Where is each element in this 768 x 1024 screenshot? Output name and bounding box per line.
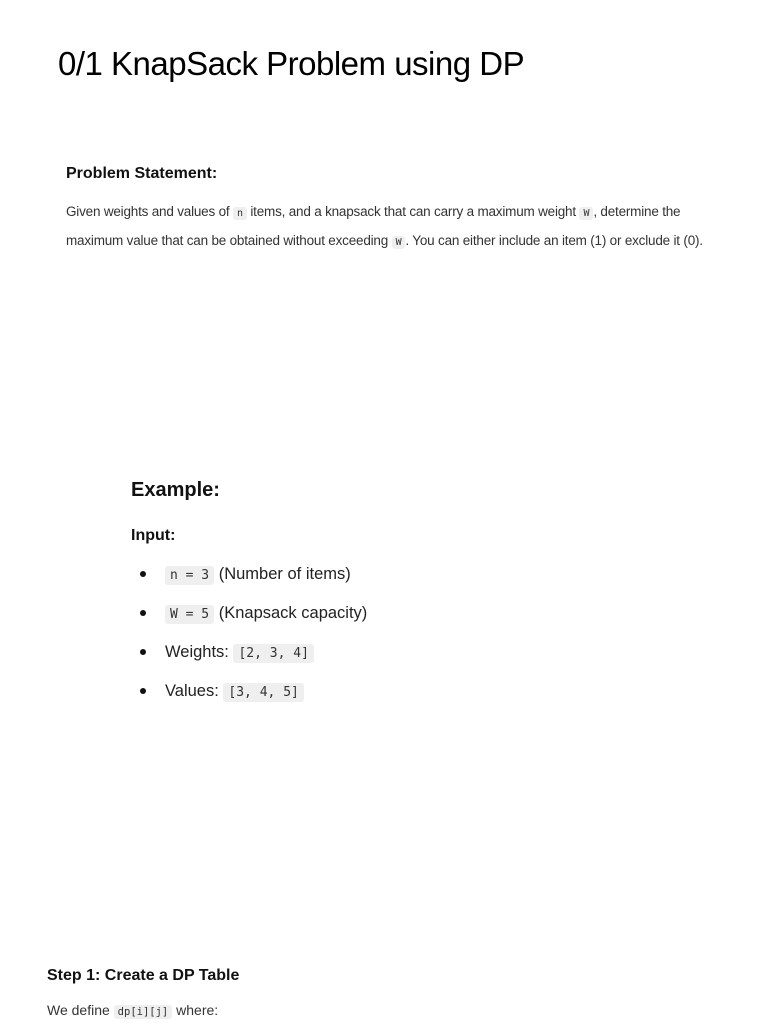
page-title: 0/1 KnapSack Problem using DP	[58, 45, 525, 82]
step1-text-part: where:	[172, 1002, 219, 1018]
list-item-suffix: (Number of items)	[214, 565, 351, 583]
inline-code-w: W	[392, 236, 406, 249]
problem-text-part: items, and a knapsack that can carry a maximum weight	[246, 204, 580, 219]
step1-text-part: We define	[47, 1002, 114, 1018]
step1-heading: Step 1: Create a DP Table	[47, 967, 240, 984]
problem-text-part: Given weights and values of	[66, 204, 233, 219]
inline-code-dp: dp[i][j]	[114, 1005, 173, 1019]
inline-code-n: n	[233, 207, 247, 220]
list-item-prefix: Values:	[165, 682, 224, 700]
problem-statement-heading: Problem Statement:	[66, 165, 218, 182]
list-item	[131, 675, 367, 714]
bullet-icon	[140, 610, 146, 616]
example-heading: Example:	[131, 479, 220, 501]
problem-text-part: , determine the maximum value that can be obtained without exceeding	[66, 204, 681, 248]
list-item-prefix: Weights:	[165, 643, 234, 661]
list-item-suffix: (Knapsack capacity)	[214, 604, 368, 622]
inline-code: n = 3	[165, 566, 214, 585]
bullet-icon	[140, 649, 146, 655]
inline-code: W = 5	[165, 605, 214, 624]
bullet-icon	[140, 571, 146, 577]
problem-text-part: . You can either include an item (1) or exclude it (0).	[405, 233, 703, 248]
inline-code: [2, 3, 4]	[233, 644, 313, 663]
list-item	[131, 597, 367, 636]
list-item	[131, 558, 367, 597]
input-heading: Input:	[131, 527, 176, 544]
inline-code-w: W	[579, 207, 593, 220]
bullet-icon	[140, 688, 146, 694]
problem-statement-text	[66, 198, 726, 256]
inline-code: [3, 4, 5]	[223, 683, 303, 702]
input-list	[131, 558, 367, 714]
list-item	[131, 636, 367, 675]
step1-text	[47, 998, 218, 1024]
